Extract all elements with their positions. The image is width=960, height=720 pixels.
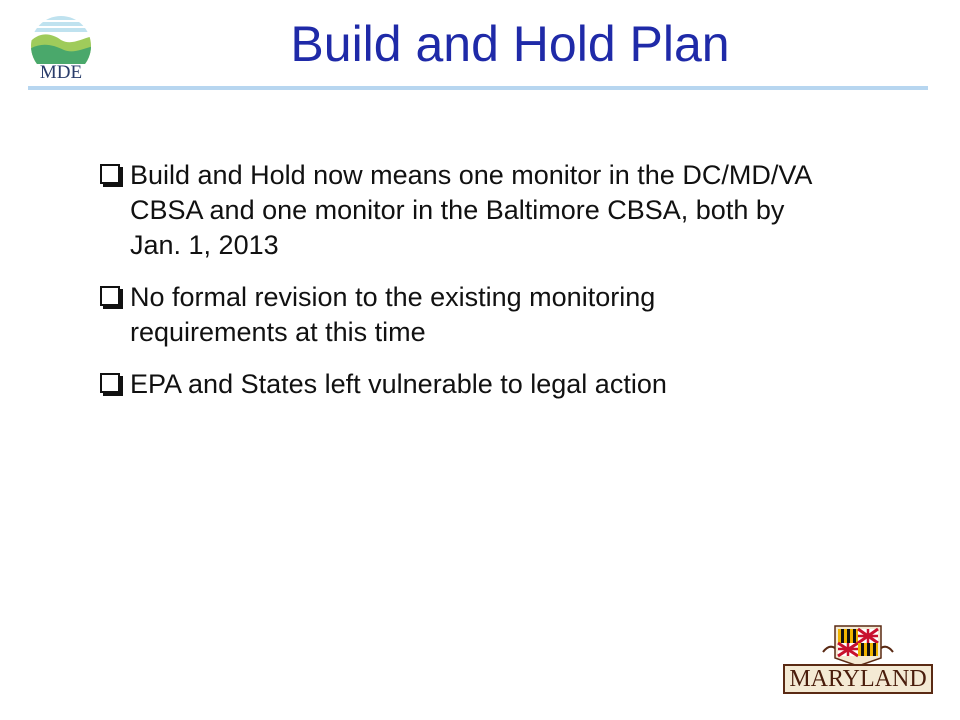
- bullet-item: [100, 158, 820, 263]
- bullet-list: [100, 158, 820, 419]
- checkbox-bullet-icon: [100, 164, 120, 184]
- maryland-logo: [783, 622, 933, 694]
- checkbox-bullet-icon: [100, 286, 120, 306]
- bullet-item: [100, 367, 820, 402]
- page-title: Build and Hold Plan: [290, 16, 730, 72]
- bullet-text: Build and Hold now means one monitor in the DC/MD/VA CBSA and one monitor in the Baltimore CBSA, both by Jan. 1, 2013: [130, 160, 811, 260]
- maryland-logo-text: MARYLAND: [783, 664, 933, 694]
- bullet-item: [100, 280, 820, 350]
- checkbox-bullet-icon: [100, 373, 120, 393]
- bullet-text: EPA and States left vulnerable to legal action: [130, 369, 667, 399]
- title-divider: [28, 86, 928, 90]
- bullet-text: No formal revision to the existing monitoring requirements at this time: [130, 282, 656, 347]
- mde-logo-text: MDE: [39, 62, 83, 83]
- maryland-flag-icon: [783, 622, 933, 666]
